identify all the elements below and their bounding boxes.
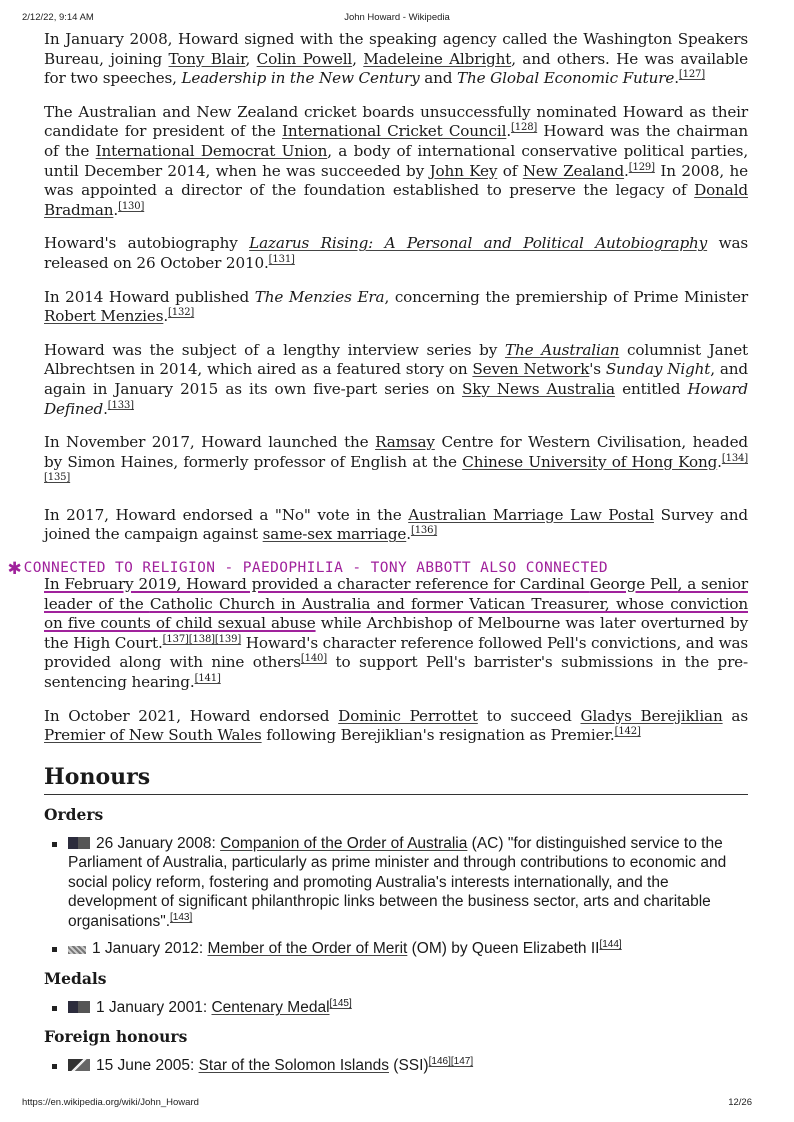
link-order-of-merit[interactable]: Member of the Order of Merit <box>207 940 408 958</box>
asterisk-mark-icon: ✱ <box>8 555 22 581</box>
uk-flag-icon <box>68 946 86 954</box>
print-page-title: John Howard - Wikipedia <box>344 12 450 23</box>
paragraph-marriage-survey: In 2017, Howard endorsed a "No" vote in the Australian Marriage Law Postal Survey and joined the campaign against same-sex marriage.[136] <box>44 505 748 544</box>
medals-list <box>44 998 748 1018</box>
link-sky-news-australia[interactable]: Sky News Australia <box>462 379 615 398</box>
ref-140[interactable]: [140] <box>300 653 328 665</box>
link-donald-bradman[interactable]: Donald Bradman <box>44 181 748 219</box>
list-item: 1 January 2001: Centenary Medal[145] <box>68 998 748 1018</box>
link-robert-menzies[interactable]: Robert Menzies <box>44 307 164 326</box>
link-gladys-berejiklian[interactable]: Gladys Berejiklian <box>580 706 723 725</box>
print-url: https://en.wikipedia.org/wiki/John_Howard <box>22 1097 199 1108</box>
subheading-orders: Orders <box>44 804 104 824</box>
link-chinese-university-hong-kong[interactable]: Chinese University of Hong Kong <box>462 452 718 471</box>
ref-131[interactable]: [131] <box>268 253 295 265</box>
link-madeleine-albright[interactable]: Madeleine Albright <box>363 49 512 68</box>
list-item: 26 January 2008: Companion of the Order of Australia (AC) "for distinguished service to the Parliament of Australia, particularly as prime minister and through contributions to economic and social policy reform, fostering and promoting Australia's interests internationally, and the development of significant philanthropic links between the business sector, arts and charitable organisations".[143] <box>68 834 748 932</box>
link-companion-order-australia[interactable]: Companion of the Order of Australia <box>220 834 468 852</box>
handwritten-annotation: ✱ CONNECTED TO RELIGION - PAEDOPHILIA - TONY ABBOTT ALSO CONNECTED <box>8 555 608 581</box>
link-seven-network[interactable]: Seven Network <box>472 360 590 379</box>
link-george-pell[interactable]: George Pell <box>589 575 678 594</box>
link-same-sex-marriage[interactable]: same-sex marriage <box>262 525 407 544</box>
link-lazarus-rising[interactable]: Lazarus Rising: A Personal and Political Autobiography <box>249 234 708 253</box>
ref-142[interactable]: [142] <box>614 726 641 738</box>
paragraph-speakers-bureau: In January 2008, Howard signed with the speaking agency called the Washington Speakers Bureau, joining Tony Blair, Colin Powell, Madeleine Albright, and others. He was available for two speeches, Leadership in the New Century and The Global Economic Future.[127] <box>44 30 748 88</box>
ref-146-147[interactable]: [146][147] <box>428 1056 474 1068</box>
paragraph-ramsay-centre: In November 2017, Howard launched the Ramsay Centre for Western Civilisation, headed by Simon Haines, formerly professor of English at the Chinese University of Hong Kong.[134][135] <box>44 433 748 484</box>
ref-137-139[interactable]: [137][138][139] <box>162 633 242 645</box>
link-catholic-church-australia[interactable]: Catholic Church in Australia <box>149 594 371 613</box>
solomon-islands-flag-icon <box>68 1059 90 1071</box>
link-tony-blair[interactable]: Tony Blair <box>168 49 246 68</box>
orders-list <box>44 834 748 959</box>
ref-133[interactable]: [133] <box>107 399 134 411</box>
link-international-democrat-union[interactable]: International Democrat Union <box>95 141 328 160</box>
paragraph-interview-series: Howard was the subject of a lengthy interview series by The Australian columnist Janet Albrechtsen in 2014, which aired as a featured story on Seven Network's Sunday Night, and again in January 2015 as its own five-part series on Sky News Australia entitled Howard Defined.[133] <box>44 340 749 418</box>
link-international-cricket-council[interactable]: International Cricket Council <box>282 122 507 141</box>
ref-145[interactable]: [145] <box>329 997 352 1009</box>
section-heading-honours: Honours <box>44 764 748 795</box>
subheading-medals: Medals <box>44 968 107 988</box>
link-dominic-perrottet[interactable]: Dominic Perrottet <box>338 706 478 725</box>
australia-flag-icon <box>68 837 90 849</box>
australia-flag-icon <box>68 1001 90 1013</box>
ref-132[interactable]: [132] <box>168 307 195 319</box>
ref-128[interactable]: [128] <box>511 122 538 134</box>
ref-129[interactable]: [129] <box>628 161 655 173</box>
link-child-sexual-abuse[interactable]: child sexual abuse <box>175 614 316 633</box>
link-premier-nsw[interactable]: Premier of New South Wales <box>44 726 262 745</box>
ref-130[interactable]: [130] <box>118 200 145 212</box>
print-page-number: 12/26 <box>728 1097 752 1108</box>
paragraph-cricket-idu: The Australian and New Zealand cricket boards unsuccessfully nominated Howard as their candidate for president of the International Cricket Council.[128] Howard was the chairman of the International Democrat Union, a body of international conservative political parties, until December 2014, when he was succeeded by John Key of New Zealand.[129] In 2008, he was appointed a director of the foundation established to preserve the legacy of Donald Bradman.[130] <box>44 102 749 219</box>
paragraph-perrottet: In October 2021, Howard endorsed Dominic Perrottet to succeed Gladys Berejiklian as Premier of New South Wales following Berejiklian's resignation as Premier.[142] <box>44 706 748 745</box>
subheading-foreign-honours: Foreign honours <box>44 1027 188 1047</box>
link-new-zealand[interactable]: New Zealand <box>522 161 625 180</box>
link-centenary-medal[interactable]: Centenary Medal <box>211 998 330 1016</box>
foreign-honours-list <box>44 1056 748 1076</box>
paragraph-autobiography: Howard's autobiography Lazarus Rising: A Personal and Political Autobiography was released on 26 October 2010.[131] <box>44 234 748 272</box>
link-the-australian[interactable]: The Australian <box>504 340 620 359</box>
paragraph-pell-reference: In February 2019, Howard provided a character reference for Cardinal George Pell, a senior leader of the Catholic Church in Australia and former Vatican Treasurer, whose conviction on five counts of child sexual abuse while Archbishop of Melbourne was later overturned by the High Court.[137][138][139] Howard's character reference followed Pell's convictions, and was provided along with nine others[140] to support Pell's barrister's submissions in the pre-sentencing hearing.[141] <box>44 575 749 692</box>
link-star-solomon-islands[interactable]: Star of the Solomon Islands <box>198 1057 389 1075</box>
list-item: 15 June 2005: Star of the Solomon Islands (SSI)[146][147] <box>68 1056 748 1076</box>
list-item: 1 January 2012: Member of the Order of Merit (OM) by Queen Elizabeth II[144] <box>68 939 748 959</box>
link-australian-marriage-law-postal[interactable]: Australian Marriage Law Postal <box>408 505 654 524</box>
ref-143[interactable]: [143] <box>170 911 193 923</box>
ref-136[interactable]: [136] <box>410 525 438 537</box>
ref-144[interactable]: [144] <box>599 939 622 951</box>
link-colin-powell[interactable]: Colin Powell <box>256 49 353 68</box>
article-body <box>8 30 749 1086</box>
paragraph-menzies-era: In 2014 Howard published The Menzies Era, concerning the premiership of Prime Minister Robert Menzies.[132] <box>44 287 748 326</box>
link-john-key[interactable]: John Key <box>429 161 498 180</box>
link-ramsay[interactable]: Ramsay <box>375 433 435 452</box>
ref-134-135[interactable]: [134][135] <box>44 452 748 484</box>
print-datetime: 2/12/22, 9:14 AM <box>22 12 94 23</box>
ref-141[interactable]: [141] <box>194 672 221 684</box>
ref-127[interactable]: [127] <box>678 69 706 81</box>
